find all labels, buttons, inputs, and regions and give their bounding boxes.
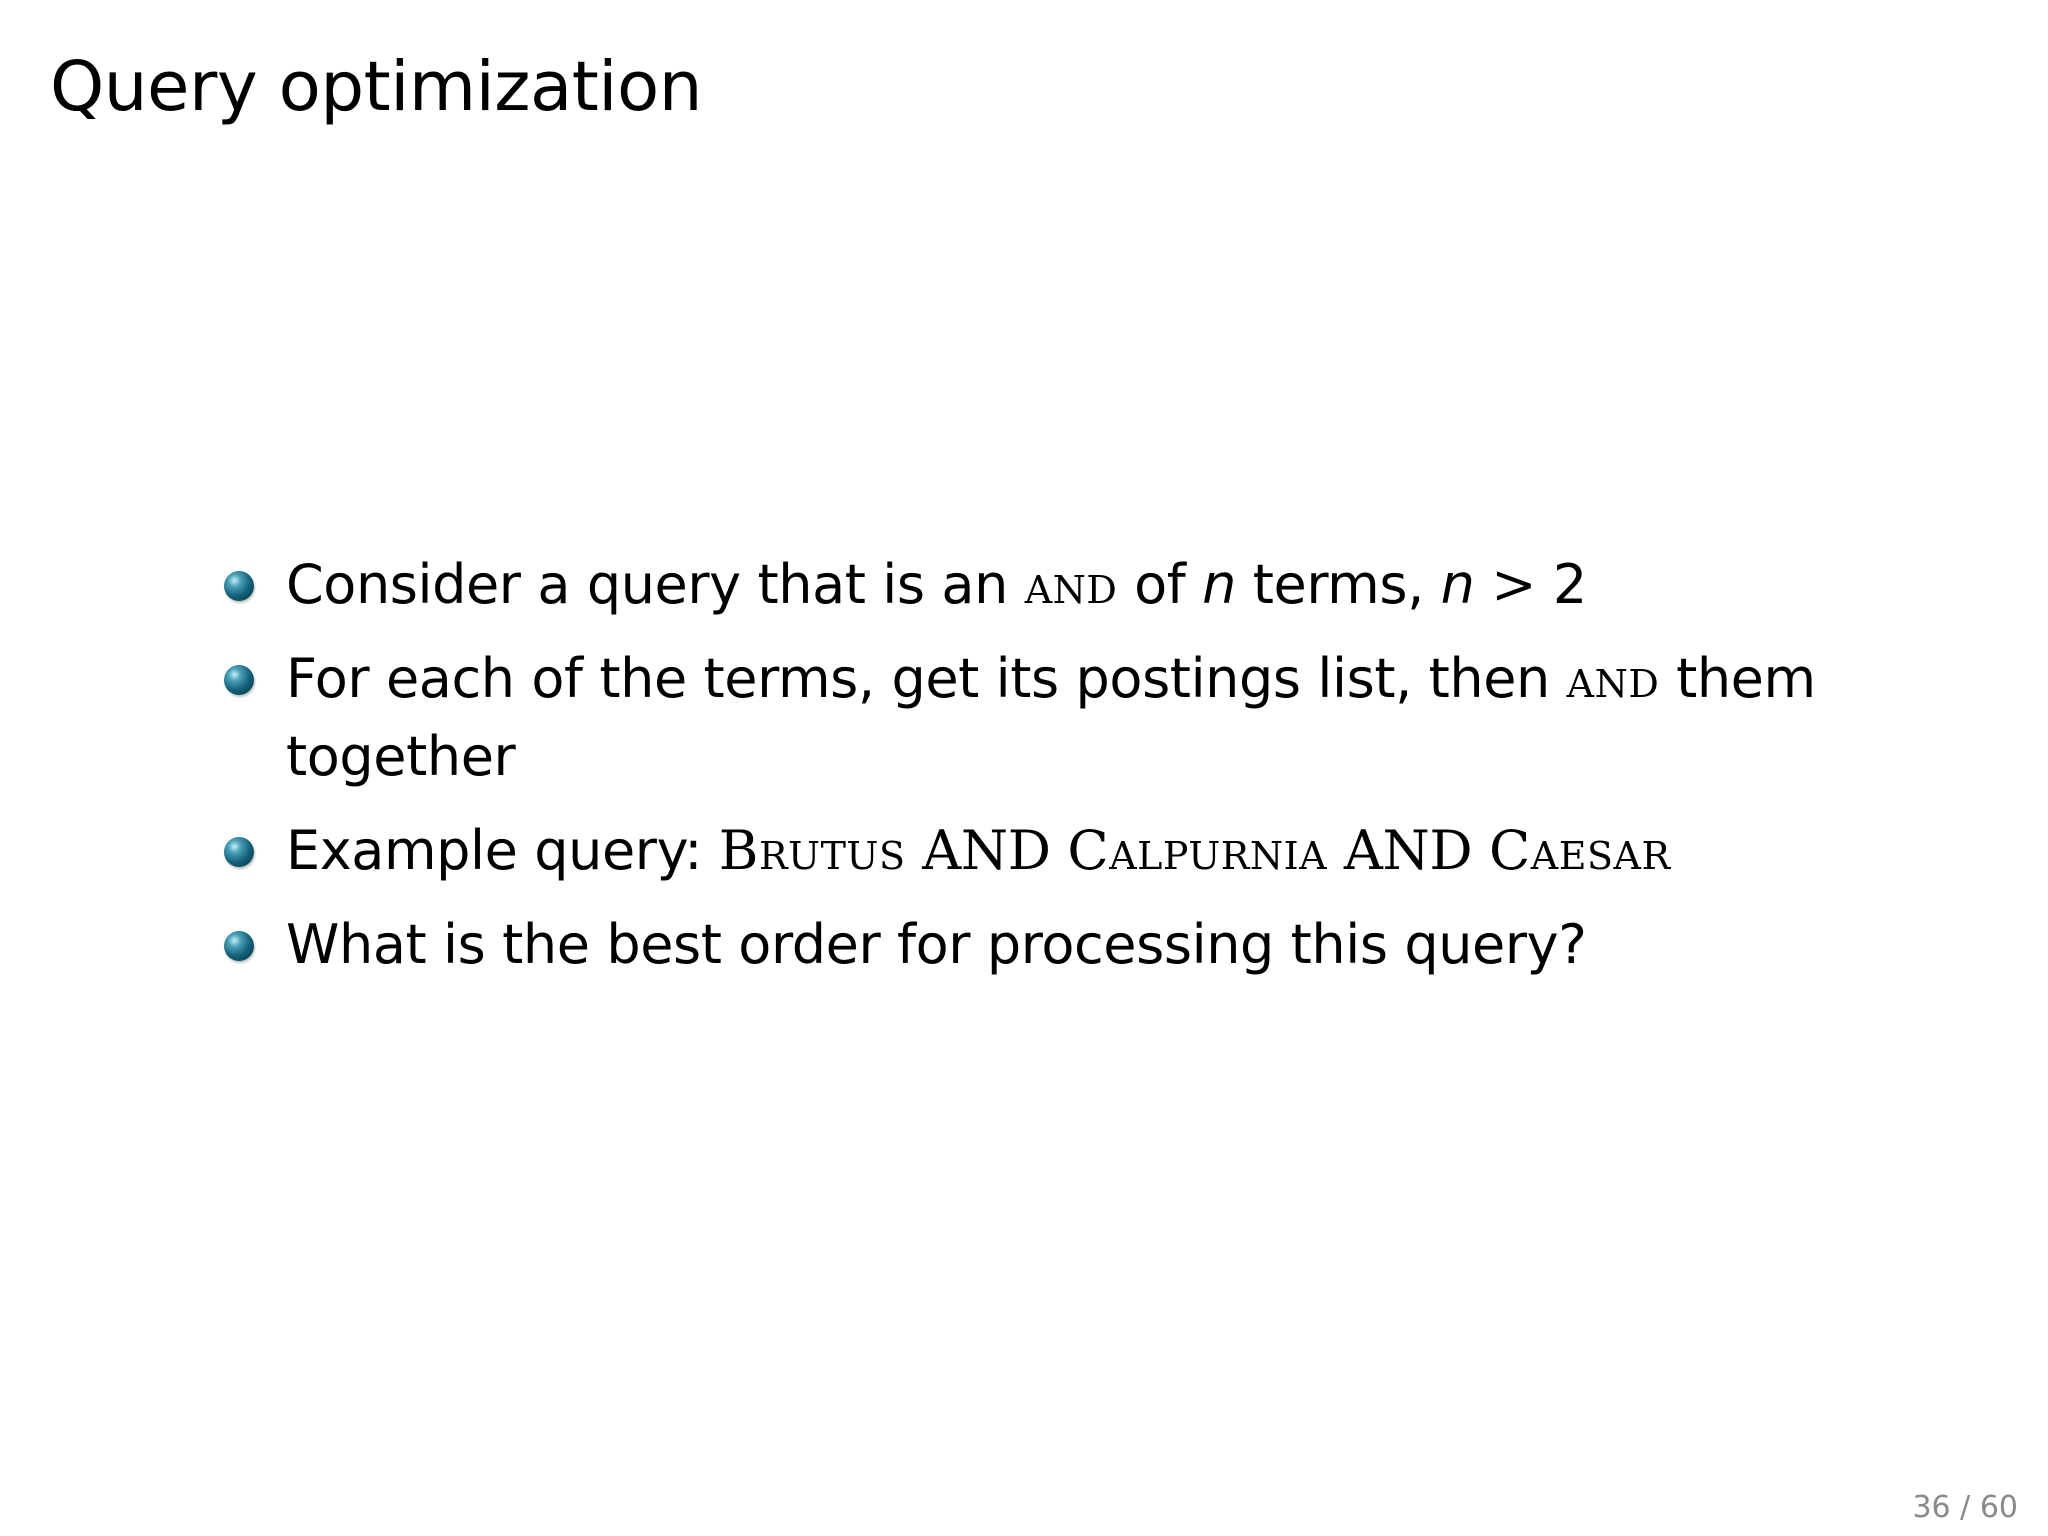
math-number: 2 [1552,553,1587,616]
bullet-text: For each of the terms, get its postings list, then [286,647,1567,710]
bullet-text: What is the best order for processing this query? [286,913,1587,976]
query-term: Calpurnia [1067,819,1328,882]
math-variable: n [1440,553,1475,616]
bullet-list [222,546,1882,1000]
bullet-item-3 [222,812,1882,890]
bullet-text: of [1117,553,1203,616]
bullet-ball-icon [224,837,254,867]
bullet-text: Consider a query that is an [286,553,1025,616]
operator-and: and [1024,553,1118,616]
query-operator: AND [905,819,1068,882]
bullet-ball-icon [224,931,254,961]
operator-and: and [1566,647,1660,710]
math-variable: n [1202,553,1236,616]
bullet-ball-icon [224,665,254,695]
query-term: Brutus [718,819,906,882]
bullet-item-4 [222,906,1882,984]
bullet-text: them together [286,647,1816,788]
page-number: 36 / 60 [1912,1490,2018,1525]
bullet-item-1 [222,546,1882,624]
query-term: Caesar [1488,819,1671,882]
slide-title: Query optimization [50,47,702,127]
bullet-text: terms, [1235,553,1441,616]
bullet-item-2 [222,640,1882,796]
math-relation: > [1474,553,1553,616]
bullet-text: Example query: [286,819,719,882]
bullet-ball-icon [224,571,254,601]
query-operator: AND [1327,819,1489,882]
